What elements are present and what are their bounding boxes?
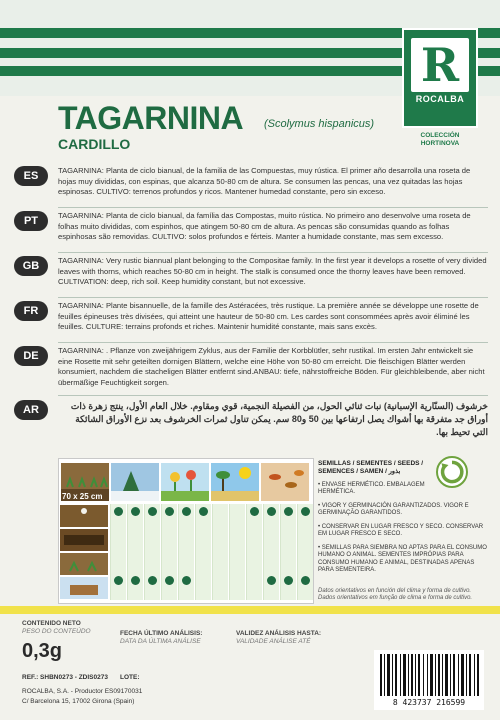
calendar-dot bbox=[284, 507, 293, 516]
yellow-band bbox=[0, 606, 500, 614]
logo-letter: R bbox=[420, 38, 460, 92]
calendar-dot bbox=[267, 507, 276, 516]
company-address: C/ Barcelona 15, 17002 Girona (Spain) bbox=[22, 698, 135, 705]
divider bbox=[58, 297, 488, 298]
lang-badge-pt: PT bbox=[14, 211, 48, 231]
net-weight: 0,3g bbox=[22, 640, 63, 662]
calendar-dot bbox=[148, 576, 157, 585]
calendar-dot bbox=[284, 576, 293, 585]
transplant-icon bbox=[60, 553, 108, 575]
calendar-dot bbox=[250, 507, 259, 516]
description-text: TAGARNINA: Planta de ciclo bianual, da família das Compostas, muito rústica. No primeiro ano desenvolve uma roseta de folhas muito divididas, com espinhos, que atingem 50-80 cm de altura. As pencas são consumidas quando as folhas espinhosas são removidas. CULTIVO: solos profundos e férteis. Manter a humidade constante, mas sem excesso. bbox=[58, 211, 471, 242]
collection-text: COLECCIÓN bbox=[420, 132, 460, 139]
collection-line: HORTINOVA bbox=[420, 140, 460, 147]
disclaimer-note: Datos orientativos en función del clima y forma de cultivo. Dados orientativos em função de clima e forma de cultivo. bbox=[318, 588, 473, 602]
sowing-icon bbox=[60, 505, 108, 527]
legend-title-line: SEMILLAS / SEMENTES / SEEDS / bbox=[318, 460, 424, 467]
legend-item: • SEMILLAS PARA SIEMBRA NO APTAS PARA EL CONSUMO HUMANO O ANIMAL. SEMENTES IMPRÓPIAS PARA CONSUMO HUMANO E ANIMAL, DESTINADAS APENAS PARA SEMENTEIRA. bbox=[318, 545, 487, 574]
harvest-icon bbox=[60, 577, 108, 599]
lang-badge-gb: GB bbox=[14, 256, 48, 276]
legend-item: • CONSERVAR EN LUGAR FRESCO Y SECO. CONSERVAR EM LUGAR FRESCO E SECO. bbox=[318, 524, 484, 538]
lang-badge-fr: FR bbox=[14, 301, 48, 321]
collection-label bbox=[402, 132, 478, 148]
calendar-dot bbox=[301, 507, 310, 516]
calendar-dot bbox=[114, 576, 123, 585]
company-name: ROCALBA, S.A. - Productor ES09170031 bbox=[22, 688, 143, 695]
lot-label: LOTE: bbox=[120, 674, 140, 681]
description-text: خرشوف (السنّارية الإسبانية) نبات ثنائي الحول، من الفصيلة النجمية، قوي ومقاوم. خلال العام الأول، ينتج زهرة ذات أوراق جد متفرقة بها أشواك يصل ارتفاعها بين 50 و80 سم. يمكن تناول ثمرات الخرشوف بعد نزع الأوراق الشائكة التي تحيط بها. bbox=[70, 401, 488, 437]
barcode-number: 8 423737 216599 bbox=[392, 698, 466, 707]
calendar-dot bbox=[131, 576, 140, 585]
description-text: TAGARNINA: Planta de ciclo bianual, de la familia de las Compuestas, muy rústica. El primer año desarrolla una roseta de hojas muy divididas, con espinas, que alcanza 50-80 cm de altura. Se consumen las pencas, una vez quitadas las hojas espinosas. CULTIVO: terrenos profundos y ricos. Mantener humedad constante, pero sin exceso. bbox=[58, 166, 471, 197]
barcode bbox=[374, 650, 484, 710]
calendar-dot bbox=[165, 507, 174, 516]
divider bbox=[58, 252, 488, 253]
lang-badge-es: ES bbox=[14, 166, 48, 186]
description-text: TAGARNINA: . Pflanze von zweijährigem Zyklus, aus der Familie der Korbblütler, sehr rustikal. Im ersten Jahr entwickelt sie eine Rosette mit sehr geteilten dornigen Blättern, welche eine Höhe von 50-80 cm erreicht. Die fleischigen Blätter werden konsumiert, nachdem die stacheligen Blätter entfernt sind.ANBAU: tiefe, nährstoffreiche Böden. Für gleichbleibende, aber nicht übermäßige Feuchtigkeit sorgen. bbox=[58, 346, 485, 387]
common-name: CARDILLO bbox=[58, 136, 131, 152]
winter-icon bbox=[111, 463, 159, 501]
brand-logo bbox=[402, 28, 478, 128]
recycle-icon bbox=[436, 456, 468, 488]
analysis-validity-label: VALIDEZ ANÁLISIS HASTA: VALIDADE ANÁLISE ATÉ bbox=[236, 630, 322, 645]
divider bbox=[58, 207, 488, 208]
product-title: TAGARNINA bbox=[58, 100, 244, 136]
calendar-dot bbox=[182, 507, 191, 516]
calendar-dot bbox=[267, 576, 276, 585]
calendar-dot bbox=[199, 507, 208, 516]
calendar-dot bbox=[131, 507, 140, 516]
logo-emblem bbox=[411, 38, 469, 92]
divider bbox=[58, 395, 488, 396]
description-text: TAGARNINA: Plante bisannuelle, de la famille des Astéracées, très rustique. La première année se développe une rosette de feuilles épineuses très divisées, qui atteint une hauteur de 50-80 cm. Les cardes sont consommées après avoir éliminé les feuilles. CULTURE: terrains profonds et riches. Maintenir humidité constante, mais sans excès. bbox=[58, 301, 479, 332]
lang-badge-de: DE bbox=[14, 346, 48, 366]
reference-code: REF.: SHBN0273 - ZDIS0273 bbox=[22, 674, 108, 681]
calendar-dot bbox=[165, 576, 174, 585]
lang-badge-ar: AR bbox=[14, 400, 48, 420]
legend-title-line: SEMENCES / SAMEN / بذور bbox=[318, 468, 401, 476]
latin-name: (Scolymus hispanicus) bbox=[264, 118, 375, 130]
autumn-icon bbox=[261, 463, 309, 501]
legend-title bbox=[318, 460, 423, 477]
description-text: TAGARNINA: Very rustic biannual plant belonging to the Compositae family. In the first year it develops a rosette of very divided leaves with thorns, which reaches 50-80 cm in height. The stalk is consumed once the thorny leaves have been removed. CULTIVATION: deep, rich soil. Keep humidity constant, but not excessive. bbox=[58, 256, 487, 287]
brand-name: ROCALBA bbox=[415, 94, 465, 104]
spring-icon bbox=[161, 463, 209, 501]
analysis-date-label: FECHA ÚLTIMO ANÁLISIS: DATA DA ÚLTIMA ANÁLISE bbox=[120, 630, 203, 645]
legend-item: • VIGOR Y GERMINACIÓN GARANTIZADOS. VIGOR E GERMINAÇÃO GARANTIDOS. bbox=[318, 503, 469, 517]
divider bbox=[58, 342, 488, 343]
summer-icon bbox=[211, 463, 259, 501]
seedbed-icon bbox=[60, 529, 108, 551]
calendar-dot bbox=[182, 576, 191, 585]
calendar-dot bbox=[114, 507, 123, 516]
month-grid bbox=[110, 504, 312, 600]
spacing-label: 70 x 25 cm bbox=[62, 492, 103, 501]
calendar-dot bbox=[301, 576, 310, 585]
legend-item: • ENVASE HERMÉTICO. EMBALAGEM HERMÉTICA. bbox=[318, 482, 425, 496]
calendar-dot bbox=[148, 507, 157, 516]
net-content-label: CONTENIDO NETO PESO DO CONTEÚDO bbox=[22, 620, 91, 635]
